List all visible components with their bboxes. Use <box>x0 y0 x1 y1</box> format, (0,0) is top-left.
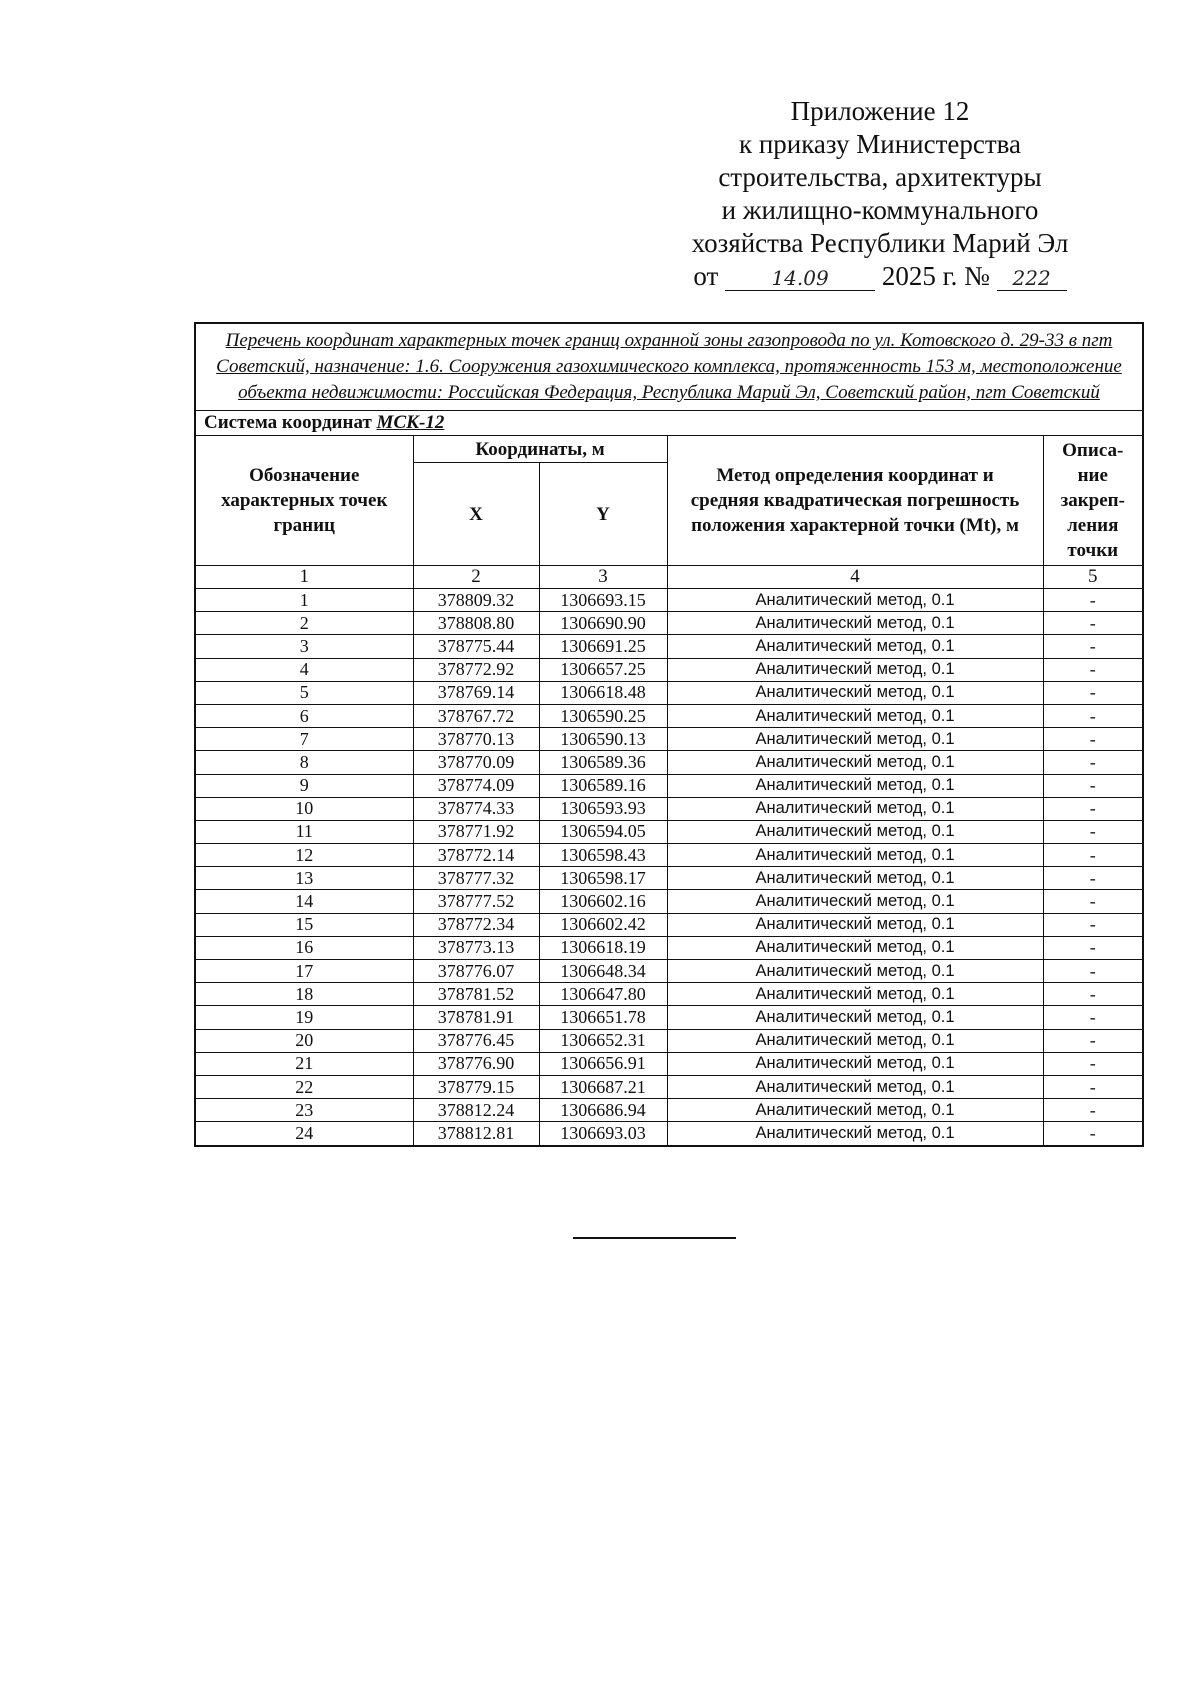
table-row <box>195 751 1143 774</box>
y-coordinate-cell: 1306598.43 <box>539 844 667 867</box>
x-coordinate-cell: 378781.91 <box>413 1006 539 1029</box>
order-reference: к приказу Министерства <box>738 129 1022 159</box>
column-number: 1 <box>195 566 413 589</box>
table-row <box>195 890 1143 913</box>
method-cell: Аналитический метод, 0.1 <box>667 867 1043 890</box>
method-cell: Аналитический метод, 0.1 <box>667 797 1043 820</box>
y-coordinate-cell: 1306687.21 <box>539 1075 667 1098</box>
description-cell: - <box>1043 635 1143 658</box>
table-row <box>195 936 1143 959</box>
table-row <box>195 797 1143 820</box>
y-coordinate-cell: 1306618.19 <box>539 936 667 959</box>
x-coordinate-cell: 378775.44 <box>413 635 539 658</box>
table-row <box>195 635 1143 658</box>
y-coordinate-cell: 1306693.03 <box>539 1122 667 1146</box>
x-coordinate-cell: 378812.81 <box>413 1122 539 1146</box>
method-cell: Аналитический метод, 0.1 <box>667 1099 1043 1122</box>
y-coordinate-cell: 1306602.16 <box>539 890 667 913</box>
table-row <box>195 728 1143 751</box>
x-coordinate-cell: 378767.72 <box>413 704 539 727</box>
method-cell: Аналитический метод, 0.1 <box>667 913 1043 936</box>
closing-separator-line <box>573 1237 736 1239</box>
point-number-cell: 7 <box>195 728 413 751</box>
point-number-cell: 17 <box>195 960 413 983</box>
method-cell: Аналитический метод, 0.1 <box>667 589 1043 612</box>
x-coordinate-cell: 378812.24 <box>413 1099 539 1122</box>
x-coordinate-cell: 378776.90 <box>413 1052 539 1075</box>
date-prefix: от <box>693 261 719 291</box>
description-cell: - <box>1043 1099 1143 1122</box>
y-coordinate-cell: 1306657.25 <box>539 658 667 681</box>
y-coordinate-cell: 1306691.25 <box>539 635 667 658</box>
method-cell: Аналитический метод, 0.1 <box>667 1075 1043 1098</box>
method-cell: Аналитический метод, 0.1 <box>667 751 1043 774</box>
point-number-cell: 21 <box>195 1052 413 1075</box>
table-row <box>195 658 1143 681</box>
column-number: 5 <box>1043 566 1143 589</box>
method-cell: Аналитический метод, 0.1 <box>667 960 1043 983</box>
x-coordinate-cell: 378772.14 <box>413 844 539 867</box>
method-cell: Аналитический метод, 0.1 <box>667 1052 1043 1075</box>
header-method: Метод определения координат и средняя квадратическая погрешность положения характерной точки (Mt), м <box>667 436 1043 566</box>
description-cell: - <box>1043 1075 1143 1098</box>
x-coordinate-cell: 378808.80 <box>413 612 539 635</box>
description-cell: - <box>1043 913 1143 936</box>
handwritten-order-number: 222 <box>997 266 1067 291</box>
point-number-cell: 3 <box>195 635 413 658</box>
method-cell: Аналитический метод, 0.1 <box>667 1122 1043 1146</box>
method-cell: Аналитический метод, 0.1 <box>667 635 1043 658</box>
y-coordinate-cell: 1306647.80 <box>539 983 667 1006</box>
table-row <box>195 960 1143 983</box>
point-number-cell: 16 <box>195 936 413 959</box>
point-number-cell: 18 <box>195 983 413 1006</box>
x-coordinate-cell: 378776.45 <box>413 1029 539 1052</box>
x-coordinate-cell: 378769.14 <box>413 681 539 704</box>
y-coordinate-cell: 1306590.13 <box>539 728 667 751</box>
year-and-number-label: 2025 г. № <box>881 261 990 291</box>
y-coordinate-cell: 1306648.34 <box>539 960 667 983</box>
ministry-line-1: строительства, архитектуры <box>718 162 1042 192</box>
method-cell: Аналитический метод, 0.1 <box>667 704 1043 727</box>
method-cell: Аналитический метод, 0.1 <box>667 1006 1043 1029</box>
point-number-cell: 24 <box>195 1122 413 1146</box>
ministry-line-2: и жилищно-коммунального <box>721 195 1039 225</box>
point-number-cell: 4 <box>195 658 413 681</box>
x-coordinate-cell: 378770.09 <box>413 751 539 774</box>
method-cell: Аналитический метод, 0.1 <box>667 728 1043 751</box>
table-row <box>195 867 1143 890</box>
point-number-cell: 8 <box>195 751 413 774</box>
point-number-cell: 19 <box>195 1006 413 1029</box>
x-coordinate-cell: 378779.15 <box>413 1075 539 1098</box>
description-cell: - <box>1043 936 1143 959</box>
ministry-line-3: хозяйства Республики Марий Эл <box>691 228 1069 258</box>
table-row <box>195 820 1143 843</box>
y-coordinate-cell: 1306589.16 <box>539 774 667 797</box>
y-coordinate-cell: 1306594.05 <box>539 820 667 843</box>
x-coordinate-cell: 378774.33 <box>413 797 539 820</box>
method-cell: Аналитический метод, 0.1 <box>667 890 1043 913</box>
point-number-cell: 13 <box>195 867 413 890</box>
description-cell: - <box>1043 890 1143 913</box>
column-number: 3 <box>539 566 667 589</box>
y-coordinate-cell: 1306686.94 <box>539 1099 667 1122</box>
method-cell: Аналитический метод, 0.1 <box>667 658 1043 681</box>
y-coordinate-cell: 1306651.78 <box>539 1006 667 1029</box>
table-row <box>195 1075 1143 1098</box>
point-number-cell: 14 <box>195 890 413 913</box>
point-number-cell: 15 <box>195 913 413 936</box>
description-cell: - <box>1043 1006 1143 1029</box>
table-row <box>195 681 1143 704</box>
x-coordinate-cell: 378772.34 <box>413 913 539 936</box>
table-row <box>195 983 1143 1006</box>
table-row <box>195 1122 1143 1146</box>
table-row <box>195 774 1143 797</box>
method-cell: Аналитический метод, 0.1 <box>667 936 1043 959</box>
handwritten-date: 14.09 <box>725 266 875 291</box>
point-number-cell: 20 <box>195 1029 413 1052</box>
description-cell: - <box>1043 797 1143 820</box>
method-cell: Аналитический метод, 0.1 <box>667 1029 1043 1052</box>
header-x: X <box>413 463 539 566</box>
y-coordinate-cell: 1306598.17 <box>539 867 667 890</box>
order-date-line <box>600 260 1160 293</box>
x-coordinate-cell: 378770.13 <box>413 728 539 751</box>
point-number-cell: 1 <box>195 589 413 612</box>
coordinates-table <box>194 322 1144 1147</box>
method-cell: Аналитический метод, 0.1 <box>667 774 1043 797</box>
method-cell: Аналитический метод, 0.1 <box>667 681 1043 704</box>
description-cell: - <box>1043 751 1143 774</box>
description-cell: - <box>1043 960 1143 983</box>
table-row <box>195 844 1143 867</box>
point-number-cell: 12 <box>195 844 413 867</box>
table-row <box>195 1052 1143 1075</box>
description-cell: - <box>1043 844 1143 867</box>
coordinate-system-value: МСК-12 <box>376 412 445 433</box>
method-cell: Аналитический метод, 0.1 <box>667 983 1043 1006</box>
point-number-cell: 11 <box>195 820 413 843</box>
table-row <box>195 612 1143 635</box>
x-coordinate-cell: 378773.13 <box>413 936 539 959</box>
x-coordinate-cell: 378777.32 <box>413 867 539 890</box>
description-cell: - <box>1043 704 1143 727</box>
description-cell: - <box>1043 820 1143 843</box>
table-row <box>195 1099 1143 1122</box>
table-title: Перечень координат характерных точек границ охранной зоны газопровода по ул. Котовского д. 29-33 в пгт Советский, назначение: 1.6. Сооружения газохимического комплекса, протяженность 153 м, местоположение объекта недвижимости: Российская Федерация, Республика Марий Эл, Советский район, пгт Советский <box>195 323 1143 411</box>
description-cell: - <box>1043 612 1143 635</box>
table-row <box>195 913 1143 936</box>
table-row <box>195 1029 1143 1052</box>
y-coordinate-cell: 1306652.31 <box>539 1029 667 1052</box>
table-row <box>195 589 1143 612</box>
description-cell: - <box>1043 658 1143 681</box>
header-coordinates: Координаты, м <box>413 436 667 463</box>
table-row <box>195 1006 1143 1029</box>
x-coordinate-cell: 378771.92 <box>413 820 539 843</box>
method-cell: Аналитический метод, 0.1 <box>667 844 1043 867</box>
point-number-cell: 10 <box>195 797 413 820</box>
column-number: 4 <box>667 566 1043 589</box>
x-coordinate-cell: 378781.52 <box>413 983 539 1006</box>
point-number-cell: 6 <box>195 704 413 727</box>
header-y: Y <box>539 463 667 566</box>
description-cell: - <box>1043 1122 1143 1146</box>
description-cell: - <box>1043 983 1143 1006</box>
header-description: Описа- ние закреп- ления точки <box>1043 436 1143 566</box>
x-coordinate-cell: 378774.09 <box>413 774 539 797</box>
description-cell: - <box>1043 774 1143 797</box>
method-cell: Аналитический метод, 0.1 <box>667 820 1043 843</box>
y-coordinate-cell: 1306693.15 <box>539 589 667 612</box>
description-cell: - <box>1043 1029 1143 1052</box>
description-cell: - <box>1043 1052 1143 1075</box>
point-number-cell: 5 <box>195 681 413 704</box>
y-coordinate-cell: 1306656.91 <box>539 1052 667 1075</box>
description-cell: - <box>1043 728 1143 751</box>
coordinate-system-label: Система координат <box>204 412 372 433</box>
table-row <box>195 704 1143 727</box>
y-coordinate-cell: 1306590.25 <box>539 704 667 727</box>
point-number-cell: 23 <box>195 1099 413 1122</box>
y-coordinate-cell: 1306618.48 <box>539 681 667 704</box>
x-coordinate-cell: 378776.07 <box>413 960 539 983</box>
point-number-cell: 22 <box>195 1075 413 1098</box>
y-coordinate-cell: 1306589.36 <box>539 751 667 774</box>
description-cell: - <box>1043 681 1143 704</box>
y-coordinate-cell: 1306602.42 <box>539 913 667 936</box>
coordinate-system-row <box>195 411 1143 436</box>
appendix-number: Приложение 12 <box>790 96 970 126</box>
description-cell: - <box>1043 867 1143 890</box>
description-cell: - <box>1043 589 1143 612</box>
method-cell: Аналитический метод, 0.1 <box>667 612 1043 635</box>
header-designation: Обозначение характерных точек границ <box>195 436 413 566</box>
column-number: 2 <box>413 566 539 589</box>
x-coordinate-cell: 378809.32 <box>413 589 539 612</box>
y-coordinate-cell: 1306593.93 <box>539 797 667 820</box>
appendix-header <box>600 95 1160 293</box>
y-coordinate-cell: 1306690.90 <box>539 612 667 635</box>
point-number-cell: 9 <box>195 774 413 797</box>
point-number-cell: 2 <box>195 612 413 635</box>
x-coordinate-cell: 378777.52 <box>413 890 539 913</box>
x-coordinate-cell: 378772.92 <box>413 658 539 681</box>
